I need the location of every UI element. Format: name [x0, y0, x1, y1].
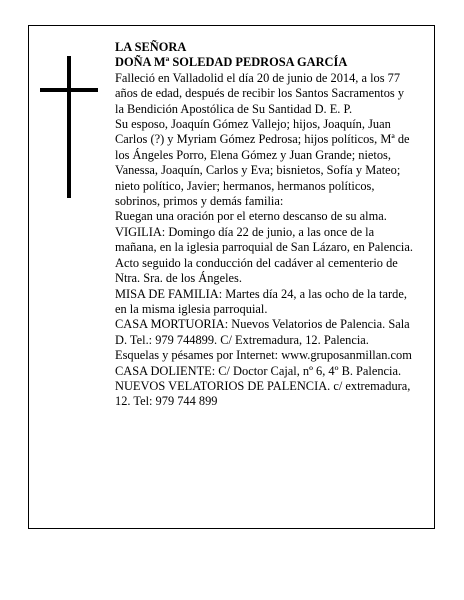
- deceased-name: DOÑA Mª SOLEDAD PEDROSA GARCÍA: [115, 55, 348, 70]
- death-announcement: Falleció en Valladolid el día 20 de junio de 2014, a los 77 años de edad, después de recibir los Santos Sacramentos y la Bendición Apostólica de Su Santidad D. E. P.: [115, 70, 405, 116]
- family-home-info: CASA DOLIENTE: C/ Doctor Cajal, nº 6, 4º B. Palencia.: [115, 363, 402, 378]
- internet-condolences: Esquelas y pésames por Internet: www.gruposanmillan.com: [115, 348, 412, 363]
- obituary-title: LA SEÑORA: [115, 40, 187, 54]
- cross-icon: [67, 56, 71, 198]
- funeral-home-info: CASA MORTUORIA: Nuevos Velatorios de Palencia. Sala D. Tel.: 979 744899. C/ Extremadura, 12. Palencia.: [115, 317, 410, 347]
- family-mass-info: MISA DE FAMILIA: Martes día 24, a las ocho de la tarde, en la misma iglesia parroquial.: [115, 286, 407, 316]
- funeral-home-contact: NUEVOS VELATORIOS DE PALENCIA. c/ extremadura, 12. Tel: 979 744 899: [115, 378, 411, 409]
- vigil-info: VIGILIA: Domingo día 22 de junio, a las once de la mañana, en la iglesia parroquial de San Lázaro, en Palencia. Acto seguido la conducción del cadáver al cementerio de Ntra. Sra. de los Ángeles.: [115, 224, 413, 286]
- cross-icon-crossbar: [40, 88, 98, 92]
- family-list: Su esposo, Joaquín Gómez Vallejo; hijos, Joaquín, Juan Carlos (?) y Myriam Gómez Pedrosa; hijos políticos, Mª de los Ángeles Porro, Elena Gómez y Juan Grande; nietos, Vanessa, Joaquín, Carlos y Eva; bisnietos, Sofía y Mateo; nieto político, Javier; hermanos, hermanos políticos, sobrinos, primos y demás familia:: [115, 117, 410, 209]
- obituary-text: [115, 40, 415, 410]
- prayer-request: Ruegan una oración por el eterno descanso de su alma.: [115, 209, 387, 224]
